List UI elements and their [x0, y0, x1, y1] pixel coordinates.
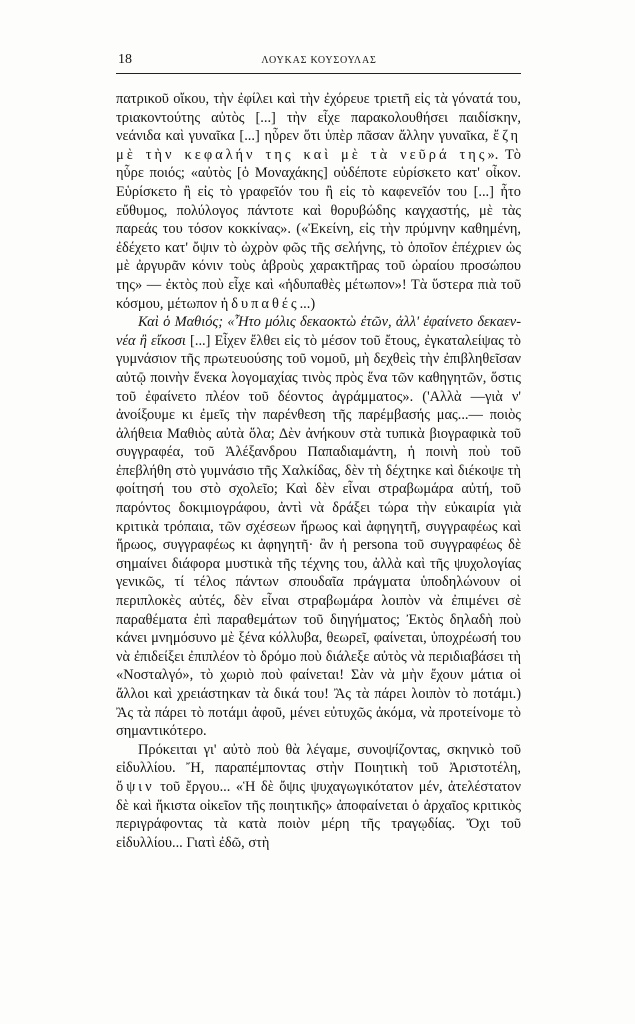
body-text [116, 90, 521, 852]
spaced-emphasis: ἔζη μὲ τὴν κεφαλήν της καὶ μὲ τὰ νεῦρά της [116, 128, 521, 163]
italic-quote: Καὶ ὁ Μαθιός; «Ἦτο μόλις δεκαοκτὼ ἐτῶν, ἀλλ' ἐφαίνετο δεκαεννέα ἢ εἴκοσι [116, 314, 521, 349]
paragraph-2 [116, 313, 521, 741]
paragraph-3 [116, 741, 521, 853]
text-segment: τοῦ ἔργου... «Ἡ δὲ ὄψις ψυχαγωγικότατον μέν, ἀτελέστατον δὲ καὶ ἥκιστα οἰκεῖον τῆς ποιητικῆς» ἀποφαίνεται ὁ ἀρχαῖος κριτικὸς περιγράφοντας τὰ κατὰ ποιὸν μέρη τῆς τραγῳδίας. Ὄχι τοῦ εἰδυλλίου... Γιατὶ ἐδῶ, στὴ [116, 778, 521, 851]
text-segment: [...] Εἶχεν ἔλθει εἰς τὸ μέσον τοῦ ἔτους, ἐγκαταλείψας τὸ γυμνάσιον τῆς πρωτευούσης τοῦ νομοῦ, μὴ δεχθεὶς τὴν ἐπιβληθεῖσαν αὐτῷ ποινὴν ἕνεκα λογομαχίας τινὸς πρὸς ἕνα τῶν καθηγητῶν, ὅστις τοῦ ἐφαίνετο πλέον τοῦ δέοντος ἀγράμματος». ('Αλλὰ —γιὰ ν' ἀνοίξουμε κι ἐμεῖς τὴν παρένθεση τῆς παρέμβασής μας...— ποιὸς ἀλήθεια Μαθιὸς αὐτὰ ὅλα; Δὲν ἀνήκουν στὰ τυπικὰ βιογραφικὰ τοῦ συγγραφέα, τοῦ Ἀλέξανδρου Παπαδιαμάντη, ἡ ποινὴ ποὺ τοῦ ἐπεβλήθη στὸ γυμνάσιο τῆς Χαλκίδας, δὲν τὴ δέχτηκε καὶ διέκοψε τὴ φοίτησή του στὸ σχολεῖο; Καὶ δὲν εἶναι στραβωμάρα αὐτή, τοῦ παρόντος δοκιμιογράφου, ἀντὶ νὰ δράξει τώρα τὴν εὐκαιρία γιὰ κριτικὰ τρόπαια, τῶν σχέσεων ἥρωος καὶ ἀφηγητῆ, συγγραφέως καὶ ἥρωος, συγγραφέως κι ἀφηγητῆ· ἂν ἡ persona τοῦ συγγραφέως δὲ σημαίνει διάφορα μυστικὰ τῆς τέχνης του, ἀλλὰ καὶ τῆς ψυχολογίας γενικῶς, τί τέλος πάντων σπουδαῖα πράγματα ὑποδηλώνουν οἱ περιπλοκὲς αὐτές, δὲν εἶναι στραβωμάρα λοιπὸν νὰ ἐπιμένει σὲ παραθέματα ἐπὶ παραθεμάτων τοῦ διηγήματος; Ἐκτὸς δηλαδὴ ποὺ κάνει μνημόσυνο μὲ ξένα κόλλυβα, θεωρεῖ, φαίνεται, ὑποχρέωσή του νὰ ἐπιδείξει ἐπιπλέον τὸ δρόμο ποὺ διάλεξε αὐτὸς νὰ περιδιαβάσει τὴ «Νοσταλγό», τὸ χωριὸ ποὺ φαίνεται! Σὰν νὰ μὴν ἔχουν μάτια οἱ ἄλλοι καὶ χρειάστηκαν τὰ δικά του! Ἂς τὰ πάρει λοιπὸν τὸ ποτάμι.) Ἂς τὰ πάρει τὸ ποτάμι ἀφοῦ, μένει εὐτυχῶς ἀκόμα, νὰ προτείνομε τὸ σημαντικότερο. [116, 332, 521, 740]
page-number: 18 [118, 52, 132, 67]
page-header [118, 52, 520, 74]
spaced-emphasis: ὄψιν [116, 778, 155, 795]
spaced-emphasis: ἡδυπαθές [220, 295, 300, 312]
text-segment: ». Τὸ ηὗρε ποιός; «αὐτὸς [ὁ Μοναχάκης] οὐδέποτε εὑρίσκετο κατ' οἶκον. Εὑρίσκετο ἢ εἰς τὸ γραφεῖόν του ἢ εἰς τὸ καφενεῖόν του [...] ἦτο εὔθυμος, πολύλογος πάντοτε καὶ θορυβώδης καγχαστής, μὲ τὰς παρεάς του τόσον κοκκίνας». («Ἐκείνη, εἰς τὴν πρύμνην καθημένη, ἐδέχετο κατ' ὄψιν τὸ ὠχρὸν φῶς τῆς σελήνης, τὸ ὁποῖον ἐπέχριεν ὡς μὲ ἀργυρᾶν κόνιν τοὺς ἁβροὺς χαρακτῆρας τοῦ ὡραίου προσώπου της» — ἐκτὸς ποὺ εἶχε καὶ «ἡδυπαθὲς μέτωπον»! Τὰ ὕστερα πιὰ τοῦ κόσμου, μέτωπον [116, 146, 522, 312]
paragraph-1 [116, 90, 521, 313]
text-segment: ...) [299, 295, 316, 312]
running-head: ΛΟΥΚΑΣ ΚΟΥΣΟΥΛΑΣ [261, 55, 377, 66]
header-rule [116, 73, 521, 74]
text-segment: πατρικοῦ οἴκου, τὴν ἐφίλει καὶ τὴν ἐχόρευε τριετῆ εἰς τὰ γόνατά του, τριακοντούτης αὐτὸς [...] τὴν εἶχε παρακολουθήσει παιδίσκην, νεάνιδα καὶ γυναῖκα [...] ηὗρεν ὅτι ὑπὲρ πᾶσαν ἄλλην γυναῖκα, [116, 91, 521, 145]
text-segment: Πρόκειται γι' αὐτὸ ποὺ θὰ λέγαμε, συνοψίζοντας, σκηνικὸ τοῦ εἰδυλλίου. Ἤ, παραπέμποντας στὴν Ποιητικὴ τοῦ Ἀριστοτέλη, [116, 741, 521, 777]
